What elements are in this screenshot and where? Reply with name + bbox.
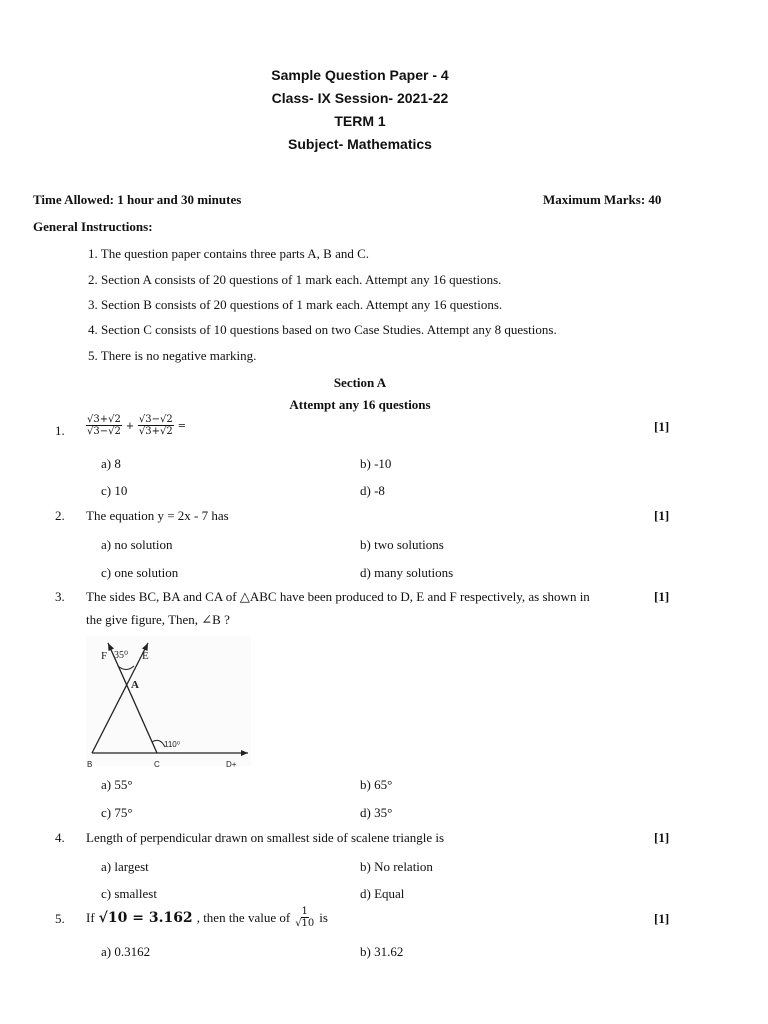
option: d) Equal xyxy=(360,886,405,901)
question-number: 4. xyxy=(55,830,65,845)
question-number: 3. xyxy=(55,589,65,604)
option: c) 10 xyxy=(101,483,128,498)
question-marks: [1] xyxy=(654,911,670,926)
option: c) smallest xyxy=(101,886,157,901)
question-marks: [1] xyxy=(654,419,670,434)
fraction: $\frac{√3-√2}{√3+√2}$ xyxy=(138,414,173,437)
label-c: C xyxy=(154,760,160,769)
label-110: 110⁰ xyxy=(164,740,180,749)
question-text: Length of perpendicular drawn on smallest side of scalene triangle is xyxy=(86,830,445,845)
question-number: 2. xyxy=(55,508,65,523)
term-label: TERM 1 xyxy=(334,113,386,129)
option: b) 31.62 xyxy=(360,944,404,959)
label-d: D+ xyxy=(226,760,237,769)
fraction: $\frac{√3+√2}{√3-√2}$ xyxy=(87,414,121,437)
option: b) two solutions xyxy=(360,537,444,552)
time-allowed: Time Allowed: 1 hour and 30 minutes xyxy=(33,192,242,207)
section-title: Section A xyxy=(333,375,387,390)
option: b) No relation xyxy=(360,859,433,874)
option: a) largest xyxy=(101,859,149,874)
option: c) one solution xyxy=(101,565,179,580)
question-marks: [1] xyxy=(654,508,670,523)
label-f: F xyxy=(101,650,108,662)
question-text: The sides BC, BA and CA of △ABC have been produced to D, E and F respectively, as shown in xyxy=(86,589,590,604)
label-e: E xyxy=(142,650,149,662)
question-text: the give figure, Then, ∠B ? xyxy=(86,612,230,627)
instruction-item: 3. Section B consists of 20 questions of 1 mark each. Attempt any 16 questions. xyxy=(88,297,503,312)
option: a) 55° xyxy=(101,777,133,792)
question-1-expression: $\frac{√3+√2}{√3-√2}$ + $\frac{√3-√2}{√3+√2}$ = xyxy=(87,414,186,437)
option: b) -10 xyxy=(360,456,392,471)
question-text: The equation y = 2x - 7 has xyxy=(86,508,229,523)
max-marks: Maximum Marks: 40 xyxy=(543,192,662,207)
instruction-item: 2. Section A consists of 20 questions of 1 mark each. Attempt any 16 questions. xyxy=(88,272,502,287)
subject-label: Subject- Mathematics xyxy=(288,136,432,152)
option: d) many solutions xyxy=(360,565,454,580)
class-session: Class- IX Session- 2021-22 xyxy=(271,90,449,106)
option: a) 0.3162 xyxy=(101,944,151,959)
option: a) no solution xyxy=(101,537,173,552)
option: d) 35° xyxy=(360,805,393,820)
option: d) -8 xyxy=(360,483,385,498)
question-marks: [1] xyxy=(654,589,670,604)
option: a) 8 xyxy=(101,456,121,471)
paper-title: Sample Question Paper - 4 xyxy=(271,67,449,83)
question-marks: [1] xyxy=(654,830,670,845)
fraction: $\frac{1}{√10}$ xyxy=(295,906,315,929)
label-b: B xyxy=(87,760,93,769)
option: c) 75° xyxy=(101,805,133,820)
sqrt-expression: √10 = 3.162 xyxy=(98,909,193,926)
question-text: If √10 = 3.162 , then the value of $\frac{1}{√10}$ is xyxy=(86,906,328,929)
instruction-item: 5. There is no negative marking. xyxy=(88,348,257,363)
instruction-item: 1. The question paper contains three parts A, B and C. xyxy=(88,246,370,261)
triangle-figure xyxy=(86,636,256,771)
option: b) 65° xyxy=(360,777,393,792)
label-35: 35⁰ xyxy=(114,650,129,661)
section-subtitle: Attempt any 16 questions xyxy=(289,397,431,412)
question-number: 1. xyxy=(55,423,65,438)
instruction-item: 4. Section C consists of 10 questions based on two Case Studies. Attempt any 8 questions. xyxy=(88,322,557,337)
label-a: A xyxy=(131,679,139,691)
question-number: 5. xyxy=(55,911,65,926)
instructions-heading: General Instructions: xyxy=(33,219,153,234)
